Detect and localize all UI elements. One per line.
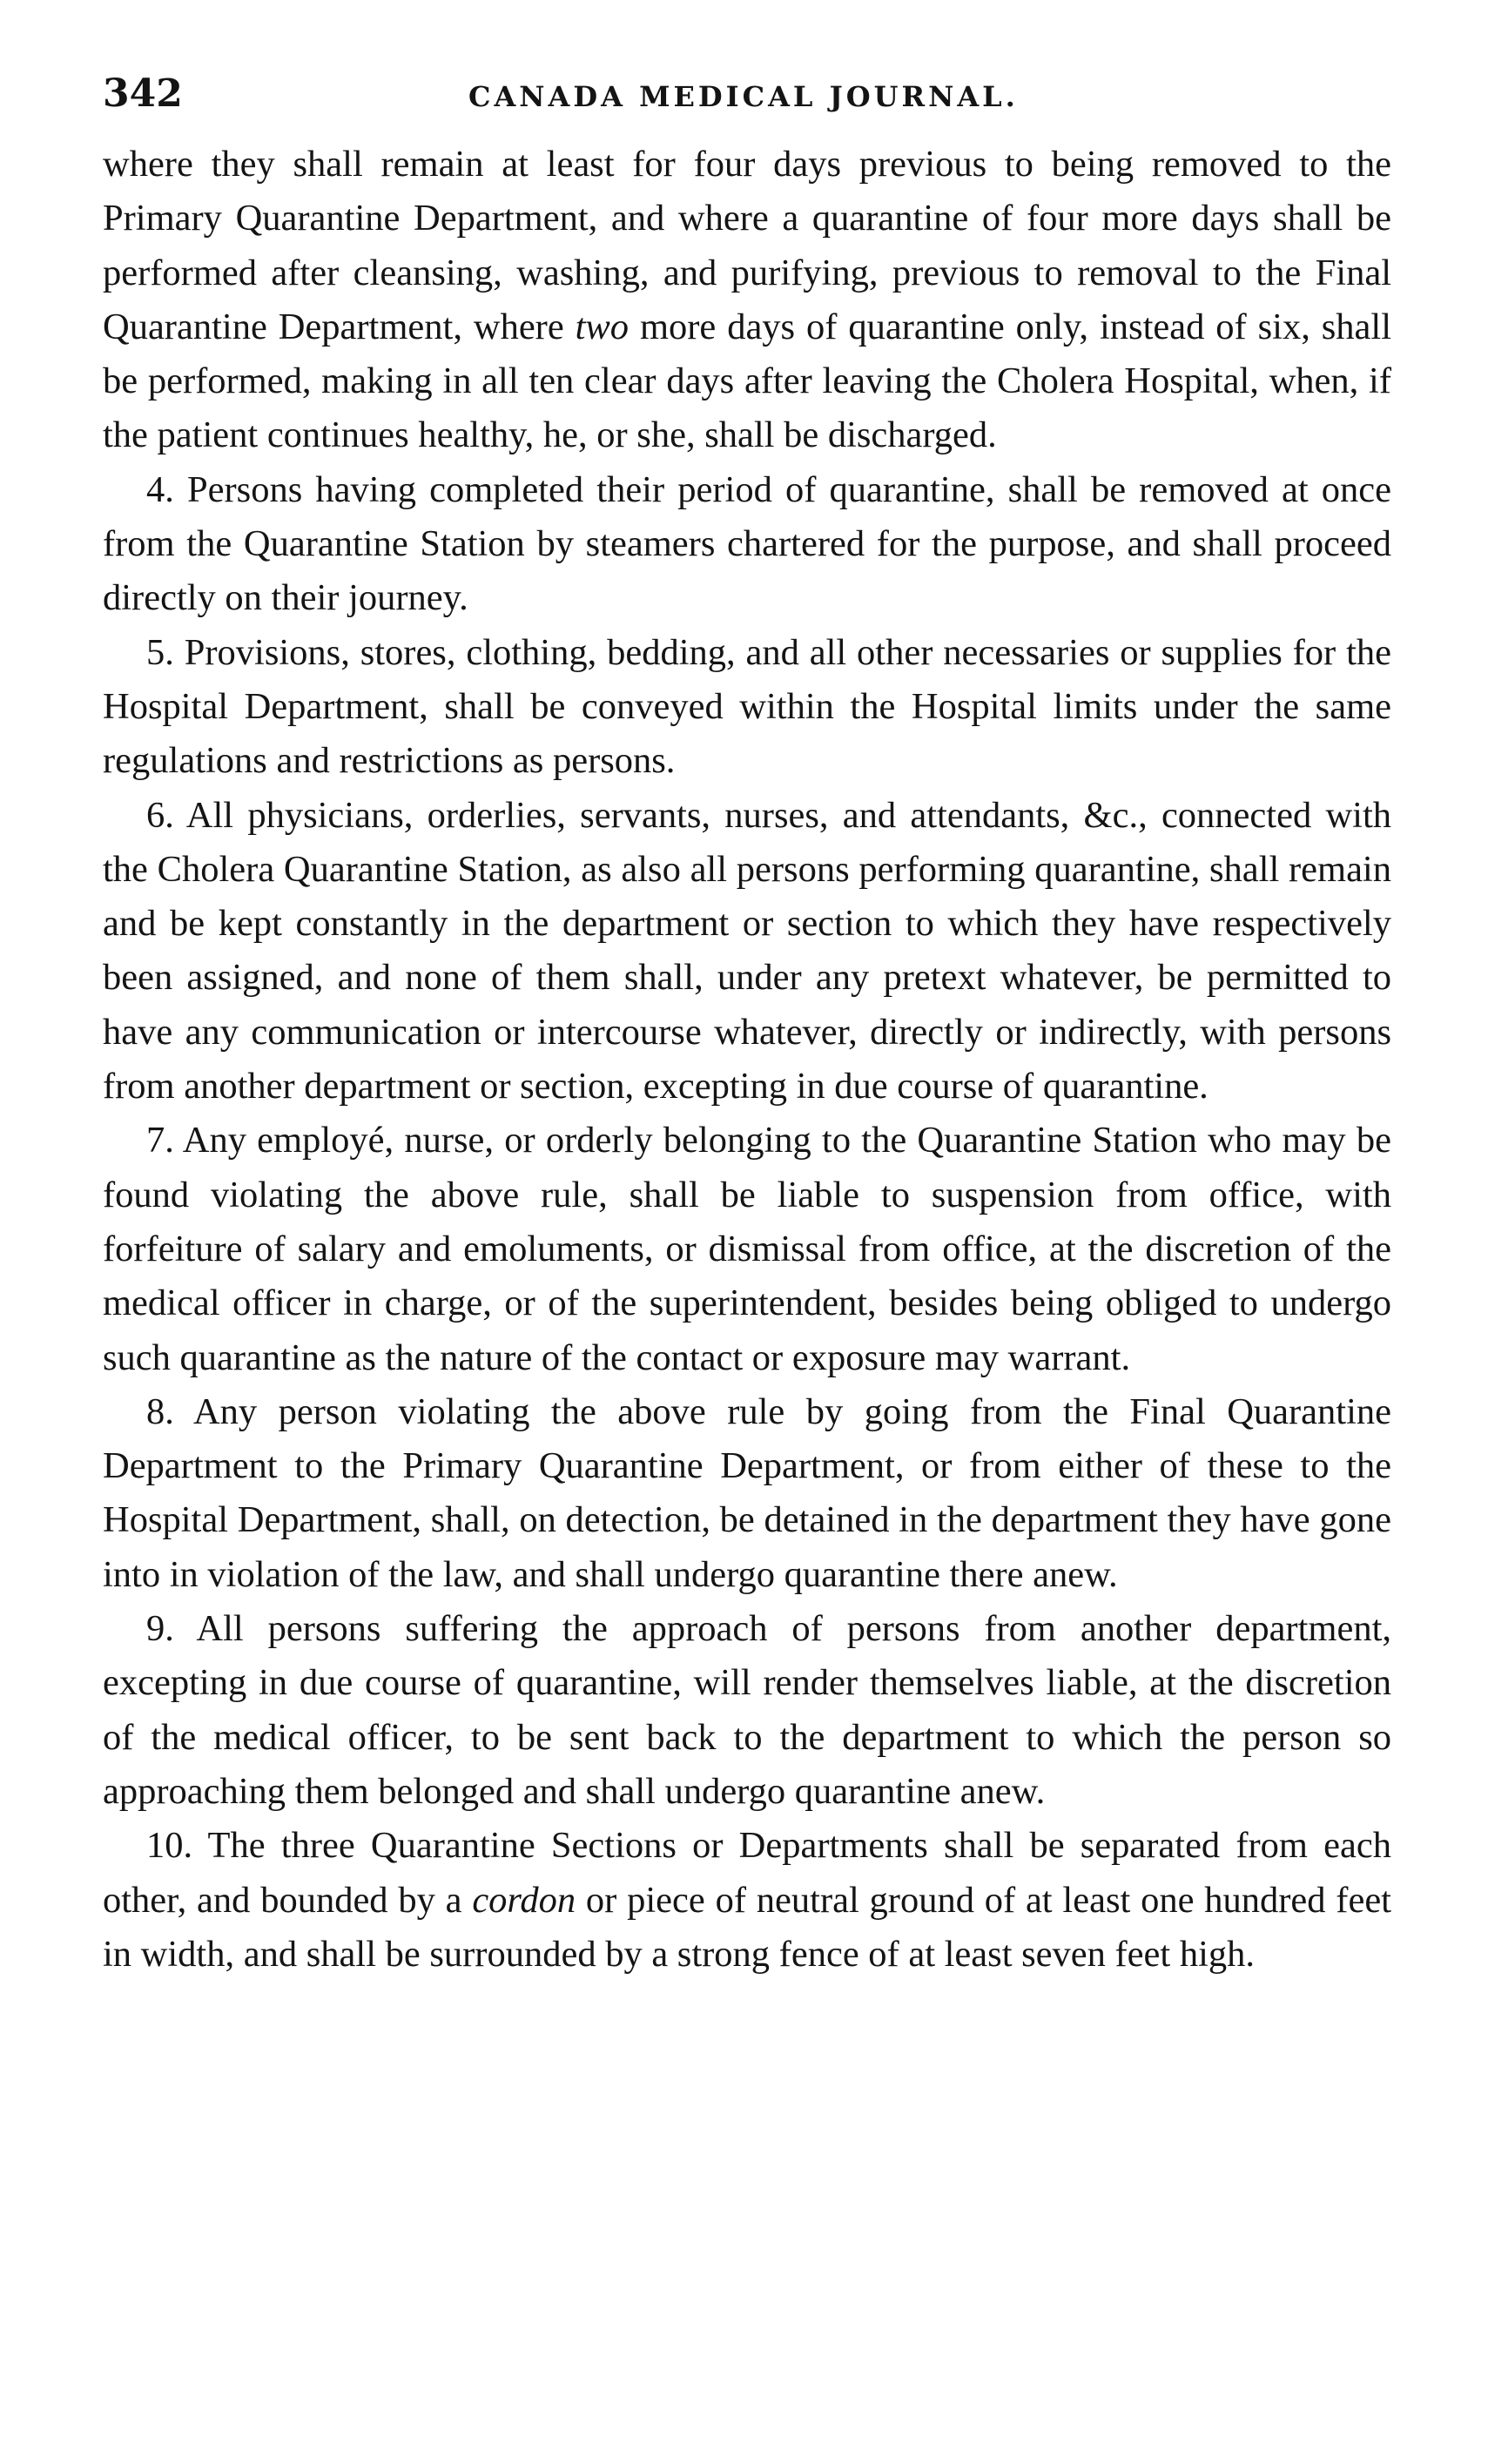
paragraph-number: 4. [146, 468, 174, 510]
regulation-paragraph [103, 1385, 1391, 1602]
paragraph-text: or piece of neutral ground of at least one hundred feet in width, and shall be surrounded by a strong fence of at least seven feet high. [103, 1879, 1391, 1975]
page-number: 342 [103, 71, 183, 116]
paragraph-text: Any employé, nurse, or orderly belonging to the Quarantine Station who may be found violating the above rule, shall be liable to suspension from office, with forfeiture of salary and emoluments, or dismissal from office, at the discretion of the medical officer in charge, or of the superintendent, besides being obliged to undergo such quarantine as the nature of the contact or exposure may warrant. [103, 1120, 1391, 1378]
regulation-paragraph [103, 463, 1391, 626]
paragraph-text: Persons having completed their period of quarantine, shall be removed at once from the Quarantine Station by steamers chartered for the purpose, and shall proceed directly on their journey. [103, 468, 1392, 619]
regulation-paragraph [103, 789, 1391, 1114]
continued-paragraph [103, 138, 1391, 463]
paragraph-text: where they shall remain at least for four days previous to being removed to the Primary Quarantine Department, and where a quarantine of four more days shall be performed after cleansing, washing, and purifying, previous to removal to the Final Quarantine Department, where [103, 144, 1391, 347]
paragraph-text: All physicians, orderlies, servants, nurses, and attendants, &c., connected with the Cholera Quarantine Station, as also all persons performing quarantine, shall remain and be kept constantly in the department or section to which they have respectively been assigned, and none of them shall, under any pretext whatever, be permitted to have any communication or intercourse whatever, directly or indirectly, with persons from another department or section, excepting in due course of quarantine. [103, 794, 1392, 1107]
paragraph-number: 6. [146, 794, 174, 836]
article-body [103, 138, 1391, 1982]
paragraph-text: Any person violating the above rule by going from the Final Quarantine Department to the Primary Quarantine Department, or from either of these to the Hospital Department, shall, on detection, be detained in the department they have gone into in violation of the law, and shall undergo quarantine there anew. [103, 1390, 1392, 1595]
running-head [103, 71, 1391, 138]
paragraph-number: 10. [146, 1825, 193, 1867]
regulation-paragraph [103, 1602, 1391, 1819]
italic-text: two [575, 306, 630, 347]
italic-text: cordon [472, 1879, 576, 1921]
paragraph-text: more days of quarantine only, instead of six, shall be performed, making in all ten clear days after leaving the Cholera Hospital, when, if the patient continues healthy, he, or she, shall be discharged. [103, 306, 1392, 456]
regulation-paragraph [103, 626, 1391, 789]
journal-title: CANADA MEDICAL JOURNAL. [468, 80, 1019, 113]
paragraph-text: Provisions, stores, clothing, bedding, and all other necessaries or supplies for the Hospital Department, shall be conveyed within the Hospital limits under the same regulations and restrictions as persons. [103, 631, 1391, 782]
paragraph-text: The three Quarantine Sections or Departments shall be separated from each other, and bounded by a [103, 1825, 1391, 1921]
paragraph-number: 8. [146, 1390, 174, 1432]
regulation-paragraph [103, 1819, 1391, 1982]
paragraph-number: 7. [146, 1120, 174, 1161]
paragraph-text: All persons suffering the approach of persons from another department, excepting in due course of quarantine, will render themselves liable, at the discretion of the medical officer, to be sent back to the department to which the person so approaching them belonged and shall undergo quarantine anew. [103, 1608, 1391, 1812]
regulation-paragraph [103, 1114, 1391, 1384]
paragraph-number: 5. [146, 631, 174, 673]
paragraph-number: 9. [146, 1608, 174, 1650]
journal-page [103, 71, 1391, 1982]
